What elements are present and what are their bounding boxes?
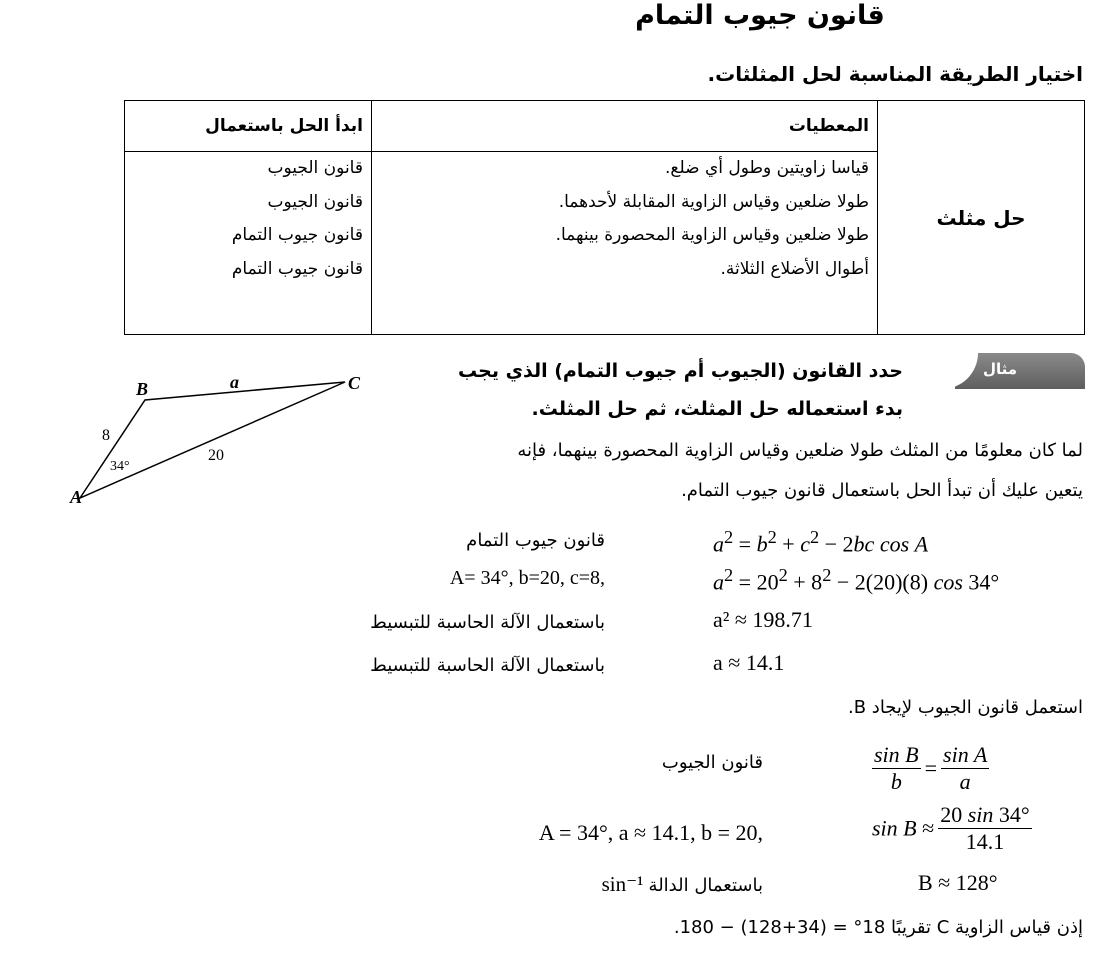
- method-column: [125, 152, 372, 335]
- intro-line1: لما كان معلومًا من المثلث طولا ضلعين وقياس الزاوية المحصورة بينهما، فإنه: [517, 440, 1083, 461]
- table-header-row: [125, 101, 1085, 152]
- method-table: [124, 100, 1085, 335]
- step-reason: باستعمال الآلة الحاسبة للتبسيط: [370, 655, 605, 676]
- section-subtitle: اختيار الطريقة المناسبة لحل المثلثات.: [707, 62, 1083, 86]
- vertex-b-label: B: [136, 379, 149, 399]
- side-a-label: a: [230, 372, 239, 392]
- sine-step-equation: B ≈ 128°: [918, 870, 998, 895]
- method-item: قانون جيوب التمام: [231, 225, 363, 245]
- example-question-line2: بدء استعماله حل المثلث، ثم حل المثلث.: [531, 398, 903, 420]
- sine-step-equation: $\frac{\text{sin B}}{b}$ = $\frac{\text{sin A}}{a}$: [874, 742, 988, 794]
- intro-line2: يتعين عليك أن تبدأ الحل باستعمال قانون جيوب التمام.: [681, 480, 1083, 501]
- method-item: قانون الجيوب: [267, 191, 363, 212]
- step-equation: a ≈ 14.1: [713, 650, 785, 675]
- row-label-solve-triangle: حل مثلث: [878, 101, 1085, 335]
- sine-step-reason: [602, 872, 763, 897]
- triangle-figure: [60, 370, 370, 510]
- given-item: أطوال الأضلاع الثلاثة.: [720, 258, 869, 279]
- sine-intro: استعمل قانون الجيوب لإيجاد B.: [847, 697, 1083, 718]
- vertex-c-label: C: [348, 373, 361, 393]
- sine-step-reason: A = 34°, a ≈ 14.1, b = 20,: [538, 820, 763, 845]
- given-item: طولا ضلعين وقياس الزاوية المحصورة بينهما.: [555, 225, 869, 245]
- step-equation: a² ≈ 198.71: [713, 607, 813, 632]
- triangle-shape: [80, 382, 345, 498]
- side-ab-length: 8: [102, 427, 110, 444]
- step-equation: $a^2 = 20^2 + 8^2 - 2(20)(8)$ cos 34°: [713, 565, 1000, 595]
- step-reason: قانون جيوب التمام: [466, 530, 605, 551]
- example-label: مثال: [982, 360, 1018, 378]
- inverse-sine-notation: sin⁻¹: [601, 872, 644, 896]
- sine-step-reason: قانون الجيوب: [661, 752, 763, 773]
- step-reason: باستعمال الآلة الحاسبة للتبسيط: [370, 612, 605, 633]
- side-ac-length: 20: [208, 447, 224, 464]
- given-column: [372, 152, 878, 335]
- method-item: قانون الجيوب: [267, 158, 363, 178]
- header-method: ابدأ الحل باستعمال: [125, 101, 372, 152]
- step-equation: $a^2 = b^2 + c^2 - 2bc$ cos A: [713, 527, 929, 557]
- page-title: قانون جيوب التمام: [635, 0, 885, 31]
- step-reason: A= 34°, b=20, c=8,: [449, 567, 605, 589]
- vertex-a-label: A: [70, 487, 83, 507]
- angle-a-measure: 34°: [110, 459, 130, 474]
- sine-step-equation: sin B ≈ $\frac{20 \sin 34^\circ}{14.1}$: [872, 802, 1030, 854]
- method-item: قانون جيوب التمام: [231, 258, 363, 279]
- header-given: المعطيات: [372, 101, 878, 152]
- example-question-line1: حدد القانون (الجيوب أم جيوب التمام) الذي يجب: [458, 360, 903, 382]
- given-item: طولا ضلعين وقياس الزاوية المقابلة لأحدهما.: [558, 191, 869, 212]
- given-item: قياسا زاويتين وطول أي ضلع.: [665, 158, 869, 178]
- conclusion: إذن قياس الزاوية C تقريبًا 18° = (34+128) − 180.: [673, 917, 1083, 938]
- sine-step-reason-text: باستعمال الدالة: [648, 875, 763, 896]
